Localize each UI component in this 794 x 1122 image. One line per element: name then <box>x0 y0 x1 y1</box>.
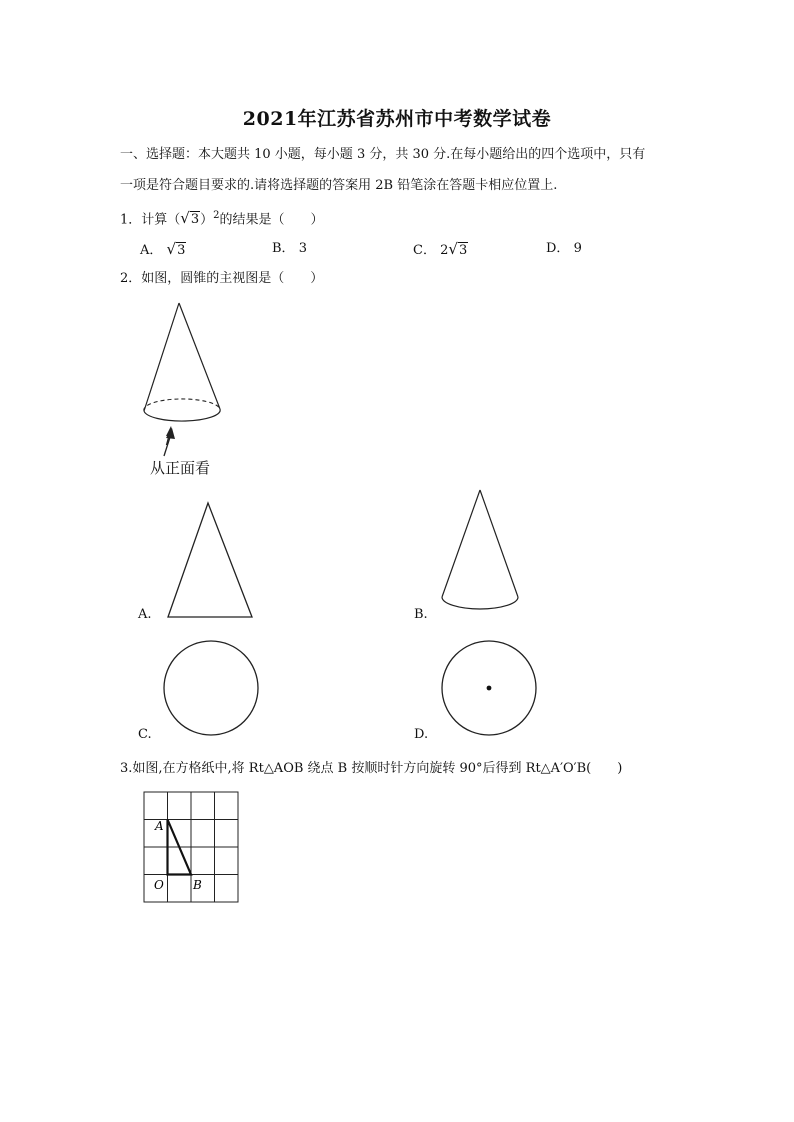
section-header-line-2: 一项是符合题目要求的.请将选择题的答案用 2B 铅笔涂在答题卡相应位置上. <box>120 178 558 193</box>
radicand: 3 <box>190 212 200 228</box>
page-title: 2021年江苏省苏州市中考数学试卷 <box>242 108 552 130</box>
question-1-option-c[interactable] <box>413 240 468 260</box>
option-label: D． <box>546 241 570 256</box>
question-1-exponent: 2 <box>213 210 220 221</box>
grid-figure <box>140 788 244 906</box>
question-2-option-a-label[interactable]: A. <box>138 607 152 622</box>
option-label: B． <box>272 241 295 256</box>
question-1-stem <box>120 207 324 229</box>
question-1-number: 1． <box>120 212 142 228</box>
cone-base-back-dashed <box>144 399 220 411</box>
option-b-cone-figure[interactable] <box>432 480 532 625</box>
sqrt-expression <box>448 240 468 260</box>
view-direction-caption: 从正面看 <box>150 459 211 477</box>
option-coefficient: 2 <box>440 243 449 258</box>
question-2-stem: 2．如图，圆锥的主视图是（ ） <box>120 271 324 286</box>
question-1-text-before: 计算（ <box>141 212 181 228</box>
sqrt-expression <box>180 209 200 229</box>
option-label: C． <box>413 243 436 258</box>
radicand: 3 <box>177 243 186 258</box>
circle-shape <box>164 641 258 735</box>
triangle-shape <box>168 503 252 617</box>
section-header-line-1: 一、选择题：本大题共 10 小题，每小题 3 分，共 30 分.在每小题给出的四个选项中，只有 <box>120 147 646 162</box>
cone-base-front <box>442 597 518 609</box>
option-a-triangle-figure[interactable] <box>160 495 260 625</box>
view-arrow <box>160 428 184 458</box>
cone-right-edge <box>480 490 518 597</box>
option-c-circle-figure[interactable] <box>160 638 264 738</box>
center-dot <box>487 686 492 691</box>
point-a-label: A <box>155 819 164 833</box>
question-3-stem: 3.如图,在方格纸中,将 Rt△AOB 绕点 B 按顺时针方向旋转 90°后得到 Rt△A′O′B( ) <box>120 761 623 776</box>
point-o-label: O <box>154 878 164 892</box>
point-b-label: B <box>193 878 202 892</box>
question-2-option-b-label[interactable]: B. <box>414 607 428 622</box>
cone-left-edge <box>442 490 480 597</box>
option-value: 9 <box>573 241 582 256</box>
arrow-head-icon <box>166 428 175 439</box>
option-value: 3 <box>298 241 307 256</box>
question-1-option-b[interactable] <box>272 240 307 258</box>
question-1-text-end: 的结果是（ ） <box>219 212 324 228</box>
question-2-option-c-label[interactable]: C. <box>138 727 152 742</box>
radical-sign: √ <box>166 240 177 258</box>
radical-sign: √ <box>448 240 458 258</box>
question-1-option-a[interactable] <box>140 240 186 260</box>
radical-sign: √ <box>180 209 190 228</box>
question-2-option-d-label[interactable]: D. <box>414 727 429 742</box>
radicand: 3 <box>458 243 468 258</box>
sqrt-expression <box>167 240 187 260</box>
option-label: A． <box>140 243 163 258</box>
option-d-circle-dot-figure[interactable] <box>438 638 542 738</box>
question-1-option-d[interactable] <box>546 240 582 258</box>
cone-left-edge <box>144 303 179 411</box>
question-1-close-paren: ） <box>200 212 214 228</box>
cone-base-front <box>144 409 220 421</box>
cone-figure <box>130 295 240 445</box>
cone-right-edge <box>179 303 220 409</box>
